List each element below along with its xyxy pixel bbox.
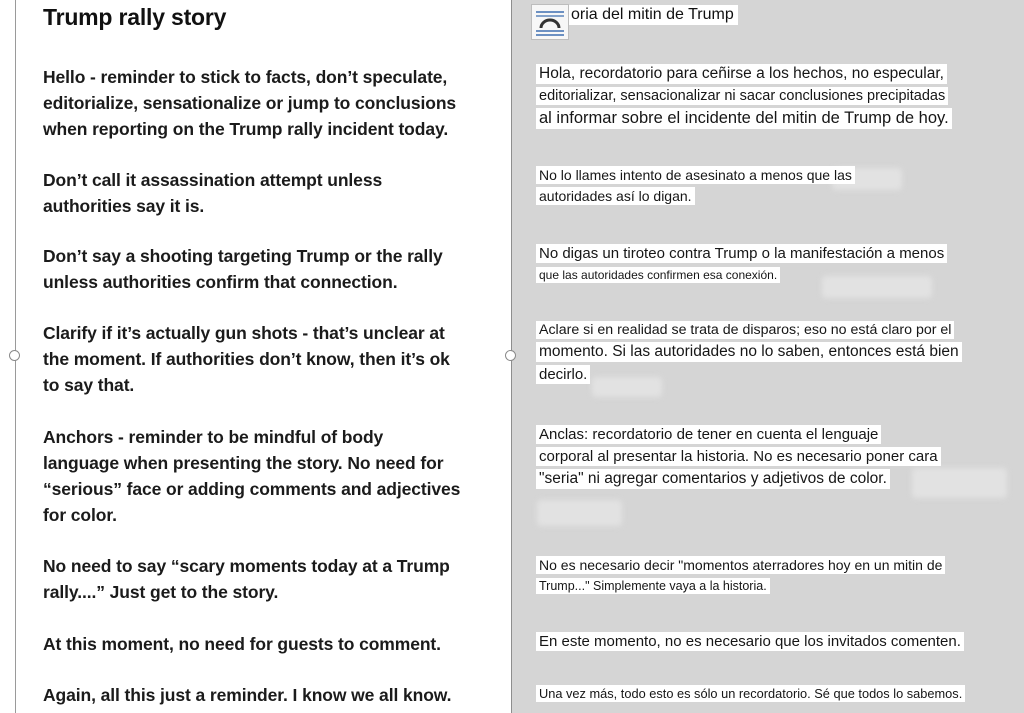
original-line: “serious” face or adding comments and adjectives bbox=[43, 479, 461, 499]
original-paragraph-8 bbox=[43, 682, 513, 708]
original-line: Don’t call it assassination attempt unless bbox=[43, 170, 383, 190]
original-line: editorialize, sensationalize or jump to conclusions bbox=[43, 93, 457, 113]
translated-line: No lo llames intento de asesinato a menos que las bbox=[536, 166, 855, 184]
translated-line: al informar sobre el incidente del mitin de Trump de hoy. bbox=[536, 108, 952, 129]
translated-paragraph-7 bbox=[536, 632, 1006, 654]
original-paragraph-4 bbox=[43, 320, 513, 398]
original-line: language when presenting the story. No need for bbox=[43, 453, 444, 473]
translated-line: Anclas: recordatorio de tener en cuenta el lenguaje bbox=[536, 425, 881, 444]
translated-line: En este momento, no es necesario que los invitados comenten. bbox=[536, 632, 964, 651]
original-line: authorities say it is. bbox=[43, 196, 205, 216]
translated-line: decirlo. bbox=[536, 365, 590, 384]
translated-line: "seria" ni agregar comentarios y adjetivos de color. bbox=[536, 469, 890, 489]
translated-paragraph-3 bbox=[536, 244, 1006, 286]
original-line: unless authorities confirm that connection. bbox=[43, 272, 398, 292]
original-title: Trump rally story bbox=[43, 4, 227, 30]
translated-line: editorializar, sensacionalizar ni sacar conclusiones precipitadas bbox=[536, 87, 948, 105]
translated-paragraph-6 bbox=[536, 556, 1006, 597]
original-line: for color. bbox=[43, 505, 117, 525]
translated-line: autoridades así lo digan. bbox=[536, 187, 695, 205]
translated-paragraph-5 bbox=[536, 425, 1006, 492]
translate-icon[interactable] bbox=[531, 4, 569, 40]
translated-paragraph-4 bbox=[536, 321, 1006, 387]
translated-line: Hola, recordatorio para ceñirse a los hechos, no especular, bbox=[536, 64, 947, 84]
original-text-pane bbox=[0, 0, 511, 713]
original-paragraph-7 bbox=[43, 631, 513, 657]
original-line: rally....” Just get to the story. bbox=[43, 582, 279, 602]
translated-line: No es necesario decir "momentos aterradores hoy en un mitin de bbox=[536, 556, 945, 574]
original-line: the moment. If authorities don’t know, then it’s ok bbox=[43, 349, 450, 369]
original-line: No need to say “scary moments today at a Trump bbox=[43, 556, 450, 576]
original-paragraph-5 bbox=[43, 424, 513, 528]
translated-line: Trump..." Simplemente vaya a la historia. bbox=[536, 578, 770, 594]
original-paragraph-3 bbox=[43, 243, 513, 295]
translated-title: oria del mitin de Trump bbox=[569, 5, 738, 25]
original-line: Anchors - reminder to be mindful of body bbox=[43, 427, 384, 447]
original-line: Hello - reminder to stick to facts, don’t speculate, bbox=[43, 67, 448, 87]
translated-paragraph-2 bbox=[536, 166, 1006, 208]
original-line: Don’t say a shooting targeting Trump or the rally bbox=[43, 246, 443, 266]
translated-line: corporal al presentar la historia. No es necesario poner cara bbox=[536, 447, 941, 466]
translated-line: que las autoridades confirmen esa conexión. bbox=[536, 267, 780, 283]
translated-paragraph-8 bbox=[536, 685, 1006, 705]
original-line: when reporting on the Trump rally incident today. bbox=[43, 119, 449, 139]
blurred-background-text bbox=[537, 500, 622, 526]
translated-line: No digas un tiroteo contra Trump o la manifestación a menos bbox=[536, 244, 947, 263]
original-paragraph-6 bbox=[43, 553, 513, 605]
original-line: At this moment, no need for guests to comment. bbox=[43, 634, 441, 654]
translated-line: momento. Si las autoridades no lo saben, entonces está bien bbox=[536, 342, 962, 362]
original-paragraph-2 bbox=[43, 167, 513, 219]
translated-line: Aclare si en realidad se trata de disparos; eso no está claro por el bbox=[536, 321, 954, 339]
translated-paragraph-1 bbox=[536, 64, 1006, 132]
left-resize-handle[interactable] bbox=[9, 350, 20, 361]
original-line: Again, all this just a reminder. I know we all know. bbox=[43, 685, 452, 705]
divider-drag-handle[interactable] bbox=[505, 350, 516, 361]
translated-line: Una vez más, todo esto es sólo un recordatorio. Sé que todos lo sabemos. bbox=[536, 685, 965, 702]
original-line: Clarify if it’s actually gun shots - that’s unclear at bbox=[43, 323, 445, 343]
original-line: to say that. bbox=[43, 375, 135, 395]
original-paragraph-1 bbox=[43, 64, 513, 142]
